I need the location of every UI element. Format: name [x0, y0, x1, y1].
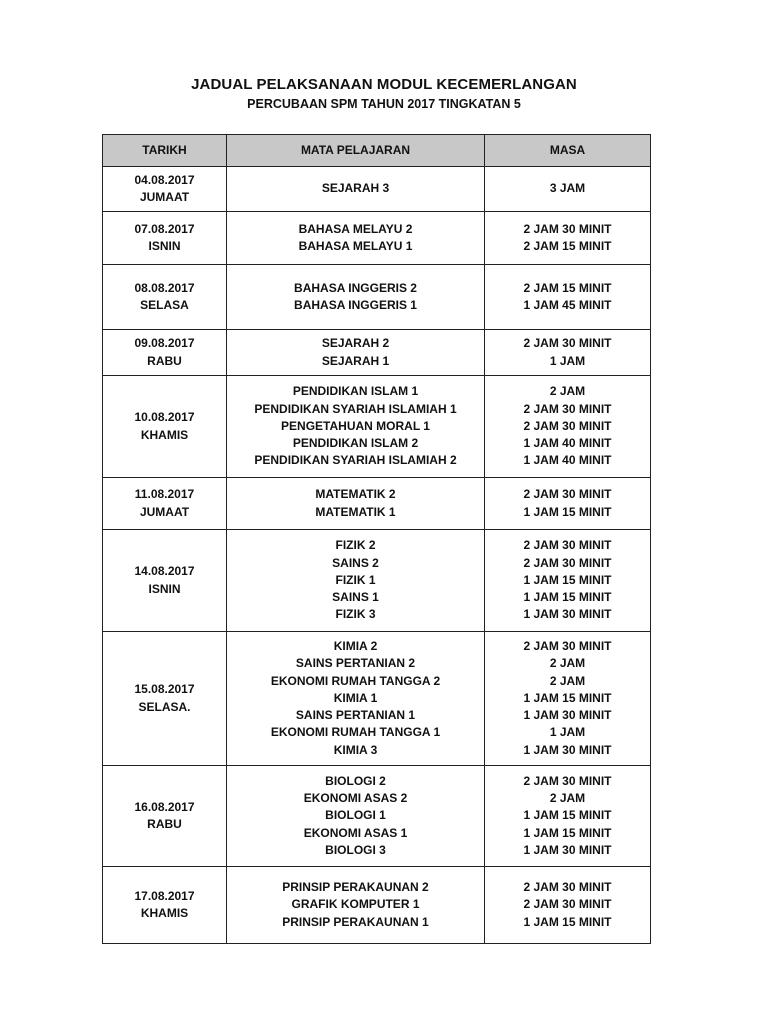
subject-text: SEJARAH 2 [321, 336, 390, 351]
date-cell [103, 376, 227, 478]
time-cell [485, 478, 651, 530]
time-text: 1 JAM 15 MINIT [523, 590, 612, 605]
table-row [103, 265, 651, 330]
subject-text: BIOLOGI 2 [325, 773, 386, 788]
time-text: 2 JAM [549, 791, 586, 806]
subject-cell [227, 167, 485, 212]
time-text: 2 JAM [549, 656, 586, 671]
time-cell [485, 167, 651, 212]
table-row [103, 212, 651, 265]
subject-text: BIOLOGI 1 [325, 808, 386, 823]
subject-text: BIOLOGI 3 [325, 842, 386, 857]
time-text: 1 JAM 45 MINIT [523, 298, 612, 312]
day-text: KHAMIS [140, 906, 189, 920]
time-text: 2 JAM 30 MINIT [523, 487, 612, 502]
table-row [103, 330, 651, 376]
subject-text: KIMIA 3 [333, 742, 378, 757]
subject-text: PENGETAHUAN MORAL 1 [281, 418, 430, 433]
day-text: RABU [147, 353, 182, 368]
time-text: 2 JAM 30 MINIT [523, 538, 612, 553]
time-cell [485, 867, 651, 944]
day-text: SELASA. [138, 699, 191, 714]
subject-text: SEJARAH 3 [321, 181, 390, 196]
date-cell [103, 632, 227, 766]
subject-text: BAHASA MELAYU 2 [298, 221, 413, 236]
subject-text: SAINS 1 [332, 590, 379, 605]
time-text: 1 JAM 30 MINIT [523, 742, 612, 757]
time-text: 2 JAM 15 MINIT [523, 280, 612, 295]
time-text: 1 JAM 30 MINIT [523, 708, 612, 723]
subject-text: PENDIDIKAN ISLAM 1 [292, 384, 419, 399]
time-text: 1 JAM 15 MINIT [523, 690, 612, 705]
subject-text: FIZIK 3 [335, 607, 376, 622]
time-text: 2 JAM [549, 384, 586, 399]
time-cell [485, 330, 651, 376]
subject-text: BAHASA INGGERIS 1 [294, 298, 417, 312]
date-text: 15.08.2017 [134, 682, 195, 697]
subject-text: EKONOMI RUMAH TANGGA 2 [270, 673, 441, 688]
document-title: JADUAL PELAKSANAAN MODUL KECEMERLANGAN [191, 76, 577, 93]
table-row [103, 867, 651, 944]
subject-text: PENDIDIKAN SYARIAH ISLAMIAH 2 [254, 453, 457, 468]
subject-text: PRINSIP PERAKAUNAN 2 [282, 880, 429, 895]
subject-cell [227, 265, 485, 330]
subject-text: SAINS PERTANIAN 2 [295, 656, 416, 671]
subject-text: PRINSIP PERAKAUNAN 1 [282, 914, 429, 929]
table-row [103, 376, 651, 478]
table-header [103, 135, 651, 167]
subject-text: SEJARAH 1 [321, 353, 390, 368]
date-text: 17.08.2017 [134, 888, 195, 903]
subject-cell [227, 478, 485, 530]
subject-text: EKONOMI ASAS 2 [303, 791, 408, 806]
time-cell [485, 212, 651, 265]
subject-text: MATEMATIK 1 [315, 504, 396, 519]
table-row [103, 167, 651, 212]
subject-cell [227, 376, 485, 478]
time-cell [485, 530, 651, 632]
time-text: 2 JAM [549, 673, 586, 688]
time-text: 1 JAM 15 MINIT [523, 914, 612, 929]
subject-text: GRAFIK KOMPUTER 1 [291, 897, 420, 912]
day-text: KHAMIS [140, 427, 189, 442]
date-text: 04.08.2017 [134, 172, 195, 187]
time-text: 2 JAM 30 MINIT [523, 773, 612, 788]
subject-text: KIMIA 1 [333, 690, 378, 705]
date-text: 10.08.2017 [134, 410, 195, 425]
subject-text: PENDIDIKAN ISLAM 2 [292, 436, 419, 451]
subject-text: SAINS PERTANIAN 1 [295, 708, 416, 723]
time-text: 1 JAM 30 MINIT [523, 842, 612, 857]
date-cell [103, 867, 227, 944]
time-text: 2 JAM 30 MINIT [523, 880, 612, 895]
time-cell [485, 265, 651, 330]
day-text: ISNIN [148, 581, 181, 596]
date-text: 07.08.2017 [134, 221, 195, 236]
day-text: JUMAAT [139, 504, 190, 519]
date-text: 14.08.2017 [134, 564, 195, 579]
time-cell [485, 376, 651, 478]
header-date: TARIKH [103, 135, 227, 167]
time-text: 1 JAM 15 MINIT [523, 825, 612, 840]
header-time: MASA [485, 135, 651, 167]
subject-text: PENDIDIKAN SYARIAH ISLAMIAH 1 [254, 401, 457, 416]
time-text: 1 JAM [549, 725, 586, 740]
time-text: 2 JAM 30 MINIT [523, 638, 612, 653]
subject-cell [227, 766, 485, 867]
subject-text: BAHASA INGGERIS 2 [294, 280, 417, 295]
table-row [103, 766, 651, 867]
time-text: 2 JAM 30 MINIT [523, 418, 612, 433]
date-cell [103, 265, 227, 330]
date-cell [103, 530, 227, 632]
day-text: JUMAAT [139, 190, 190, 204]
subject-text: FIZIK 2 [335, 538, 376, 553]
day-text: RABU [147, 817, 182, 831]
date-cell [103, 212, 227, 265]
table-body [103, 167, 651, 944]
date-text: 16.08.2017 [134, 799, 195, 814]
subject-text: SAINS 2 [332, 555, 379, 570]
time-cell [485, 766, 651, 867]
time-text: 1 JAM 40 MINIT [523, 453, 612, 468]
date-text: 11.08.2017 [134, 487, 195, 502]
day-text: ISNIN [148, 239, 181, 253]
subject-text: MATEMATIK 2 [315, 487, 396, 502]
subject-text: FIZIK 1 [335, 572, 376, 587]
date-cell [103, 478, 227, 530]
date-cell [103, 330, 227, 376]
time-text: 3 JAM [549, 181, 586, 196]
time-text: 2 JAM 30 MINIT [523, 401, 612, 416]
subject-cell [227, 632, 485, 766]
time-text: 2 JAM 30 MINIT [523, 897, 612, 912]
time-text: 1 JAM 30 MINIT [523, 607, 612, 622]
time-text: 1 JAM 15 MINIT [523, 504, 612, 519]
document-subtitle: PERCUBAAN SPM TAHUN 2017 TINGKATAN 5 [247, 97, 521, 111]
subject-text: KIMIA 2 [333, 638, 378, 653]
subject-cell [227, 530, 485, 632]
time-text: 2 JAM 30 MINIT [523, 555, 612, 570]
date-cell [103, 766, 227, 867]
header-subject: MATA PELAJARAN [227, 135, 485, 167]
time-text: 1 JAM [549, 353, 586, 368]
subject-text: BAHASA MELAYU 1 [298, 239, 413, 253]
subject-text: EKONOMI ASAS 1 [303, 825, 408, 840]
subject-cell [227, 330, 485, 376]
day-text: SELASA [140, 298, 189, 312]
time-text: 2 JAM 15 MINIT [523, 239, 612, 253]
subject-cell [227, 867, 485, 944]
schedule-table [102, 134, 651, 944]
time-text: 2 JAM 30 MINIT [523, 336, 612, 351]
subject-cell [227, 212, 485, 265]
table-row [103, 478, 651, 530]
header-row [103, 135, 651, 167]
date-text: 08.08.2017 [134, 280, 195, 295]
date-text: 09.08.2017 [134, 336, 195, 351]
table-row [103, 632, 651, 766]
time-text: 1 JAM 15 MINIT [523, 572, 612, 587]
table-row [103, 530, 651, 632]
subject-text: EKONOMI RUMAH TANGGA 1 [270, 725, 441, 740]
date-cell [103, 167, 227, 212]
time-text: 1 JAM 40 MINIT [523, 436, 612, 451]
time-cell [485, 632, 651, 766]
time-text: 1 JAM 15 MINIT [523, 808, 612, 823]
time-text: 2 JAM 30 MINIT [523, 221, 612, 236]
